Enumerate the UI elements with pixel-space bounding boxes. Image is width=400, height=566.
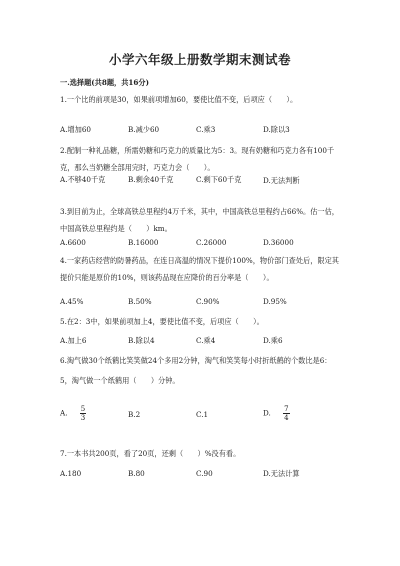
option-a: A.180 [60,469,82,478]
option-a-label: A. [60,408,68,418]
option-d [263,405,290,422]
option-a [60,405,86,422]
question-6: 6.淘气做30个纸鹤比笑笑做24个多用2分钟，淘气和笑笑每小时折纸鹤的个数比是6：5，淘气做一个纸鹤用（ ）分钟。 [60,356,332,385]
fraction-denominator: 3 [80,414,86,422]
option-c: C.1 [196,410,209,419]
question-3: 3.到目前为止，全球高铁总里程约4万千米，其中，中国高铁总里程约占66%。估一估，中国高铁总里程约是（ ）km。 [60,207,339,233]
option-b: B.80 [128,469,145,478]
option-c: C.90 [196,469,213,478]
option-d: D.36000 [263,238,294,247]
fraction-denominator: 4 [284,414,289,422]
option-a: A.不够40千克 [60,175,106,184]
page-title: 小学六年级上册数学期末测试卷 [108,52,291,67]
option-d-label: D. [263,408,271,418]
option-c: C.26000 [196,238,227,247]
question-1: 1.一个比的前项是30，如果前项增加60，要使比值不变，后项应（ ）。 [60,95,298,104]
fraction [80,405,86,422]
option-d: D.除以3 [263,125,290,134]
option-b: B.50% [128,297,152,306]
option-c: C.乘4 [196,336,216,345]
fraction-numerator: 7 [284,405,289,413]
option-c: C.90% [196,297,220,306]
option-a: A.增加60 [60,125,91,134]
question-5: 5.在2：3中，如果前项加上4，要使比值不变，后项应（ ）。 [60,317,264,326]
option-b: B.16000 [128,238,159,247]
option-d: D.无法计算 [263,469,300,478]
option-b: B.除以4 [128,336,155,345]
question-7: 7.一本书共200页，看了20页，还剩（ ）%没有看。 [60,449,241,458]
fraction-numerator: 5 [80,405,86,413]
question-2: 2.配制一种礼品糖，所需奶糖和巧克力的质量比为5：3。现有奶糖和巧克力各有100千克，那么当奶糖全部用完时，巧克力会（ ）。 [60,146,335,172]
option-d: D.无法判断 [263,176,300,185]
option-b: B.减少60 [128,125,160,134]
option-a: A.6600 [60,238,86,247]
question-4: 4.一家药店经营的防暑药品，在连日高温的情况下提价100%，物价部门查处后，限定其提价只能是原价的10%，则该药品现在应降价的百分率是（ ）。 [60,256,339,282]
option-c: C.乘3 [196,125,216,134]
option-c: C.剩下60千克 [196,175,242,184]
option-b: B.2 [128,410,141,419]
option-b: B.剩余40千克 [128,175,174,184]
option-d: D.95% [263,297,287,306]
option-d: D.乘6 [263,336,283,345]
option-a: A.加上6 [60,336,87,345]
fraction [283,405,289,422]
section-heading: 一.选择题(共8题，共16分) [60,78,149,87]
option-a: A.45% [60,297,84,306]
